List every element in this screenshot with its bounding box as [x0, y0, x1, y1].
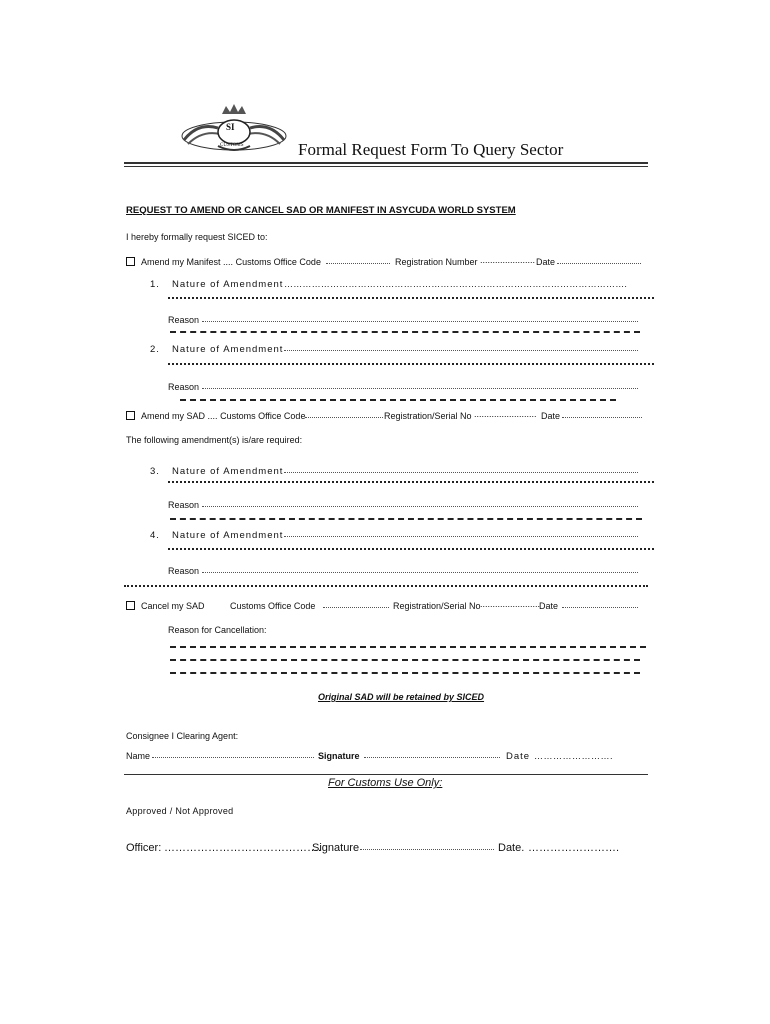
- item-1-number: 1.: [150, 279, 160, 290]
- cancel-sad-row: [126, 601, 205, 611]
- reason-3-line[interactable]: [170, 518, 642, 520]
- reason-1-field[interactable]: [202, 321, 638, 322]
- consignee-signature-field[interactable]: [364, 757, 500, 758]
- manifest-date-field[interactable]: [557, 263, 641, 264]
- cancel-sad-checkbox[interactable]: [126, 601, 135, 610]
- logo-subtext: CUSTOMS: [220, 143, 244, 148]
- following-text: The following amendment(s) is/are required:: [126, 435, 303, 445]
- amend-sad-label: Amend my SAD: [141, 411, 206, 421]
- customs-date-field[interactable]: …………………….: [528, 842, 620, 854]
- consignee-name-field[interactable]: [152, 757, 314, 758]
- manifest-ellipsis: ....: [223, 257, 234, 267]
- manifest-reg-label: Registration Number: [395, 257, 478, 267]
- item-4-line[interactable]: [168, 548, 654, 550]
- item-3-line[interactable]: [168, 481, 654, 483]
- item-4-field[interactable]: [284, 536, 638, 537]
- reason-1-line[interactable]: [170, 331, 640, 333]
- reason-2-line[interactable]: [180, 399, 616, 401]
- cancel-reason-line-1[interactable]: [170, 646, 646, 648]
- section-heading: REQUEST TO AMEND OR CANCEL SAD OR MANIFEST IN ASYCUDA WORLD SYSTEM: [126, 205, 516, 216]
- manifest-reg-field[interactable]: ......................: [480, 255, 536, 265]
- item-3-field[interactable]: [284, 472, 638, 473]
- manifest-office-field[interactable]: [326, 263, 390, 264]
- item-2-line[interactable]: [168, 363, 654, 365]
- reason-1-label: Reason: [168, 315, 200, 325]
- approval-text: Approved / Not Approved: [126, 806, 234, 816]
- officer-field[interactable]: …………………………………….: [164, 842, 322, 854]
- title-rule-2: [124, 166, 648, 167]
- reason-2-label: Reason: [168, 382, 200, 392]
- sad-reg-field[interactable]: .........................: [474, 409, 537, 419]
- customs-date-label: Date.: [498, 842, 525, 854]
- sad-ellipsis: ....: [207, 411, 218, 421]
- amend-sad-row: [126, 411, 305, 421]
- page-title: Formal Request Form To Query Sector: [298, 140, 564, 159]
- consignee-date-label: Date: [506, 751, 531, 762]
- customs-signature-field[interactable]: [360, 849, 494, 850]
- cancel-reg-label: Registration/Serial No: [393, 601, 481, 611]
- item-2-label: Nature of Amendment: [172, 344, 284, 355]
- reason-3-label: Reason: [168, 500, 200, 510]
- consignee-name-label: Name: [126, 751, 151, 761]
- amend-manifest-label: Amend my Manifest: [141, 257, 221, 267]
- reason-3-field[interactable]: [202, 506, 638, 507]
- consignee-signature-label: Signature: [318, 751, 360, 761]
- reason-4-line[interactable]: [124, 585, 648, 587]
- reason-4-label: Reason: [168, 566, 200, 576]
- item-3-number: 3.: [150, 466, 160, 477]
- amend-manifest-row: [126, 257, 321, 267]
- item-4-label: Nature of Amendment: [172, 530, 284, 541]
- amend-manifest-checkbox[interactable]: [126, 257, 135, 266]
- sad-reg-label: Registration/Serial No: [384, 411, 472, 421]
- item-1-label: Nature of Amendment: [172, 279, 284, 290]
- reason-4-field[interactable]: [202, 572, 638, 573]
- customs-signature-label: Signature: [312, 842, 360, 854]
- reason-2-field[interactable]: [202, 388, 638, 389]
- sad-date-field[interactable]: [562, 417, 642, 418]
- cancel-reason-line-3[interactable]: [170, 672, 640, 674]
- cancel-date-label: Date: [539, 601, 559, 611]
- item-2-number: 2.: [150, 344, 160, 355]
- cancel-date-field[interactable]: [562, 607, 638, 608]
- consignee-label: Consignee I Clearing Agent:: [126, 731, 239, 741]
- intro-text: I hereby formally request SICED to:: [126, 232, 268, 242]
- cancel-reg-field[interactable]: ........................: [480, 599, 541, 609]
- amend-sad-checkbox[interactable]: [126, 411, 135, 420]
- item-4-number: 4.: [150, 530, 160, 541]
- manifest-office-label: Customs Office Code: [235, 257, 321, 267]
- item-3-label: Nature of Amendment: [172, 466, 284, 477]
- consignee-date-field[interactable]: …………………….: [534, 751, 614, 761]
- item-2-field[interactable]: [284, 350, 638, 351]
- customs-rule: [124, 774, 648, 775]
- logo-text: SI: [226, 122, 235, 132]
- cancel-reason-line-2[interactable]: [170, 659, 640, 661]
- cancel-reason-label: Reason for Cancellation:: [168, 625, 267, 635]
- sad-office-label: Customs Office Code: [220, 411, 306, 421]
- sad-date-label: Date: [541, 411, 561, 421]
- logo: [178, 100, 290, 160]
- item-1-field[interactable]: ………………………………………………………………………………………………….: [284, 279, 628, 289]
- title-rule: [124, 162, 648, 164]
- cancel-sad-label: Cancel my SAD: [141, 601, 205, 611]
- retention-notice: Original SAD will be retained by SICED: [318, 692, 485, 702]
- sad-office-field[interactable]: [305, 417, 383, 418]
- cancel-office-field[interactable]: [323, 607, 389, 608]
- cancel-office-label: Customs Office Code: [230, 601, 316, 611]
- customs-heading: For Customs Use Only:: [328, 777, 443, 789]
- officer-label: Officer:: [126, 842, 162, 854]
- item-1-line[interactable]: [168, 297, 654, 299]
- manifest-date-label: Date: [536, 257, 556, 267]
